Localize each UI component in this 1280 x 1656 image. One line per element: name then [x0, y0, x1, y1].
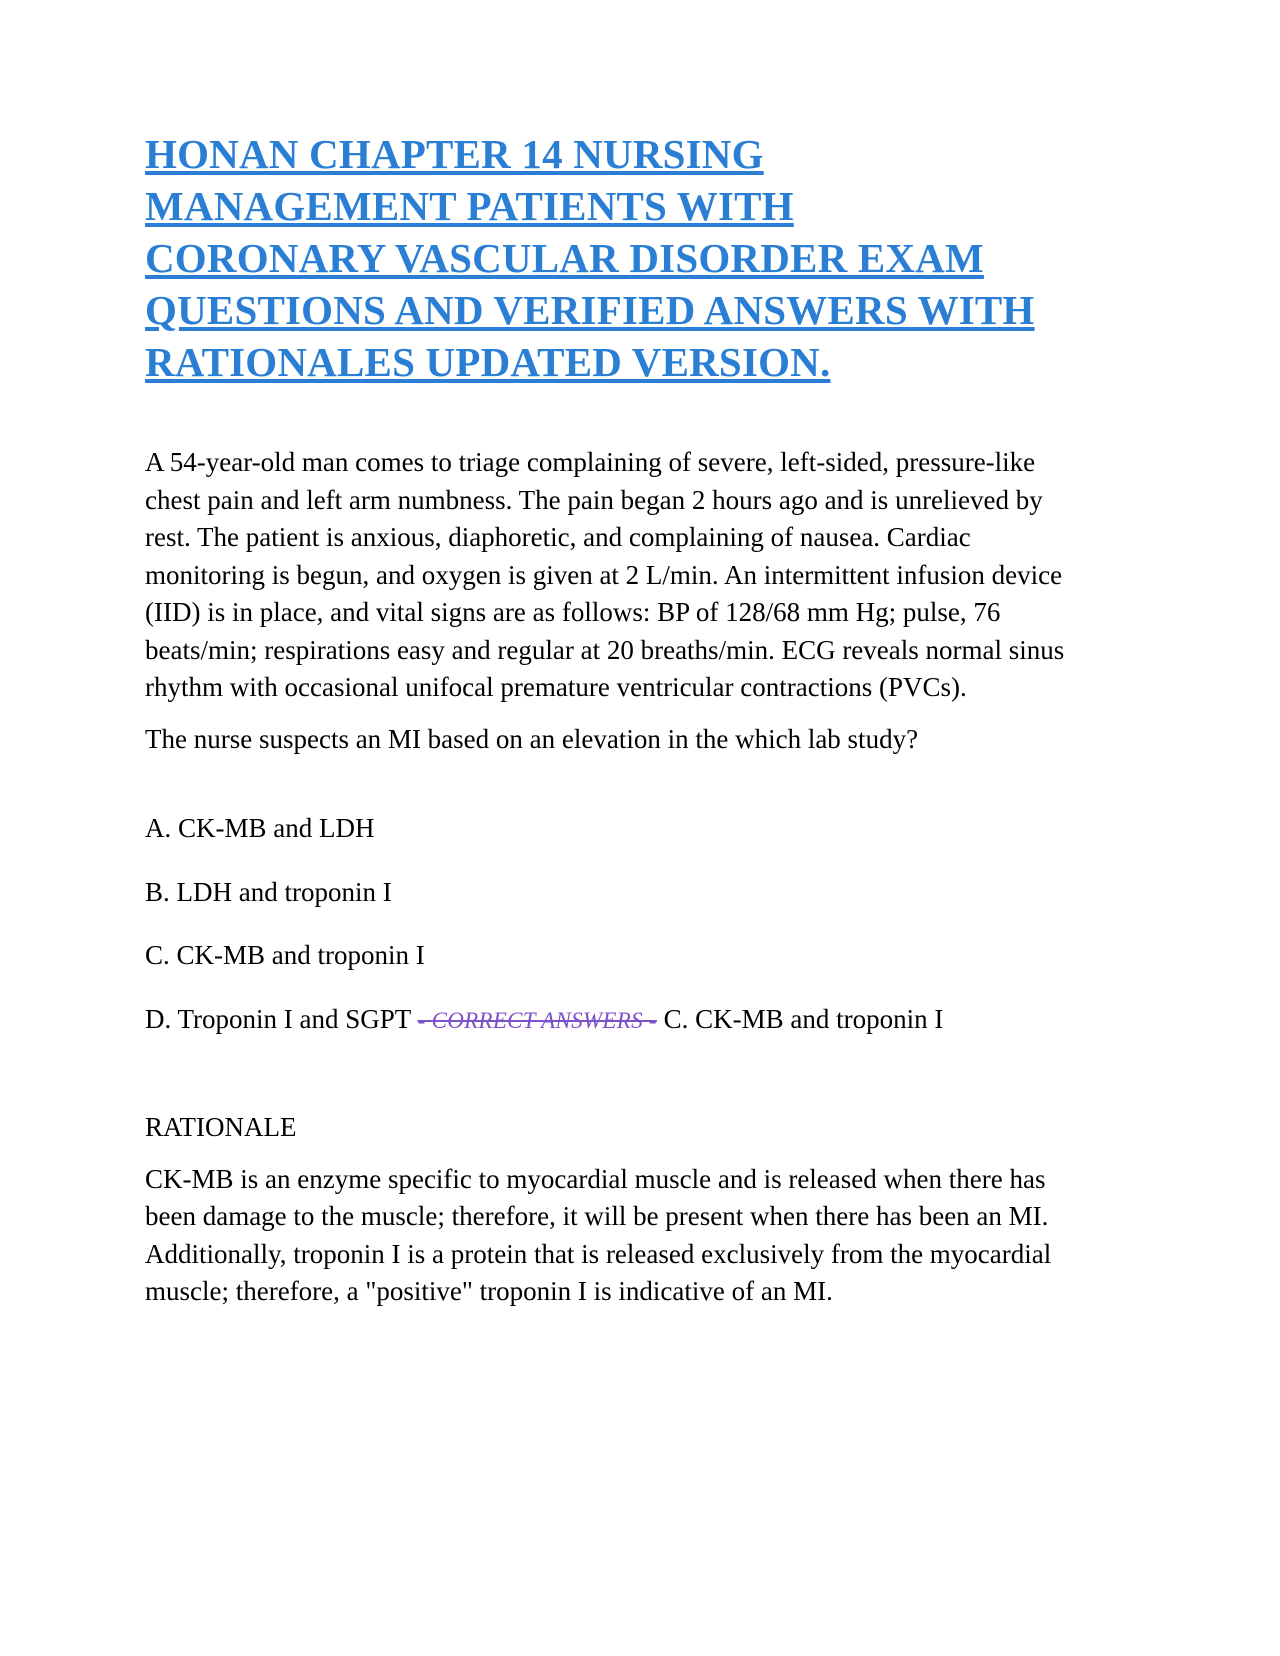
- correct-answer-value: C. CK-MB and troponin I: [663, 1003, 944, 1034]
- answer-choice-a: A. CK-MB and LDH: [145, 813, 375, 843]
- rationale-heading: RATIONALE: [145, 1112, 297, 1142]
- page-title: HONAN CHAPTER 14 NURSING MANAGEMENT PATIENTS WITH CORONARY VASCULAR DISORDER EXAM QUESTIONS AND VERIFIED ANSWERS WITH RATIONALES UPDATED VERSION.: [145, 131, 1035, 385]
- answer-choice-d-label: D. Troponin I and SGPT: [145, 1003, 411, 1034]
- spacer: [145, 1065, 1135, 1109]
- answer-choice-b: B. LDH and troponin I: [145, 876, 392, 907]
- spacer: [145, 784, 1135, 810]
- answer-choice-d-with-answer: [145, 1001, 1135, 1040]
- case-vignette-paragraph: A 54-year-old man comes to triage complaining of severe, left-sided, pressure-like chest pain and left arm numbness. The pain began 2 hours ago and is unrelieved by rest. The patient is anxious, diaphoretic, and complaining of nausea. Cardiac monitoring is begun, and oxygen is given at 2 L/min. An intermittent infusion device (IID) is in place, and vital signs are as follows: BP of 128/68 mm Hg; pulse, 76 beats/min; respirations easy and regular at 20 breaths/min. ECG reveals normal sinus rhythm with occasional unifocal premature ventricular contractions (PVCs).: [145, 447, 1065, 702]
- rationale-paragraph: CK-MB is an enzyme specific to myocardial muscle and is released when there has been damage to the muscle; therefore, it will be present when there has been an MI. Additionally, troponin I is a protein that is released exclusively from the myocardial muscle; therefore, a "positive" troponin I is indicative of an MI.: [145, 1163, 1052, 1306]
- correct-answers-tag: - CORRECT ANSWERS -: [417, 1007, 657, 1033]
- answer-choice-c: C. CK-MB and troponin I: [145, 940, 425, 970]
- question-stem: The nurse suspects an MI based on an elevation in the which lab study?: [145, 723, 919, 754]
